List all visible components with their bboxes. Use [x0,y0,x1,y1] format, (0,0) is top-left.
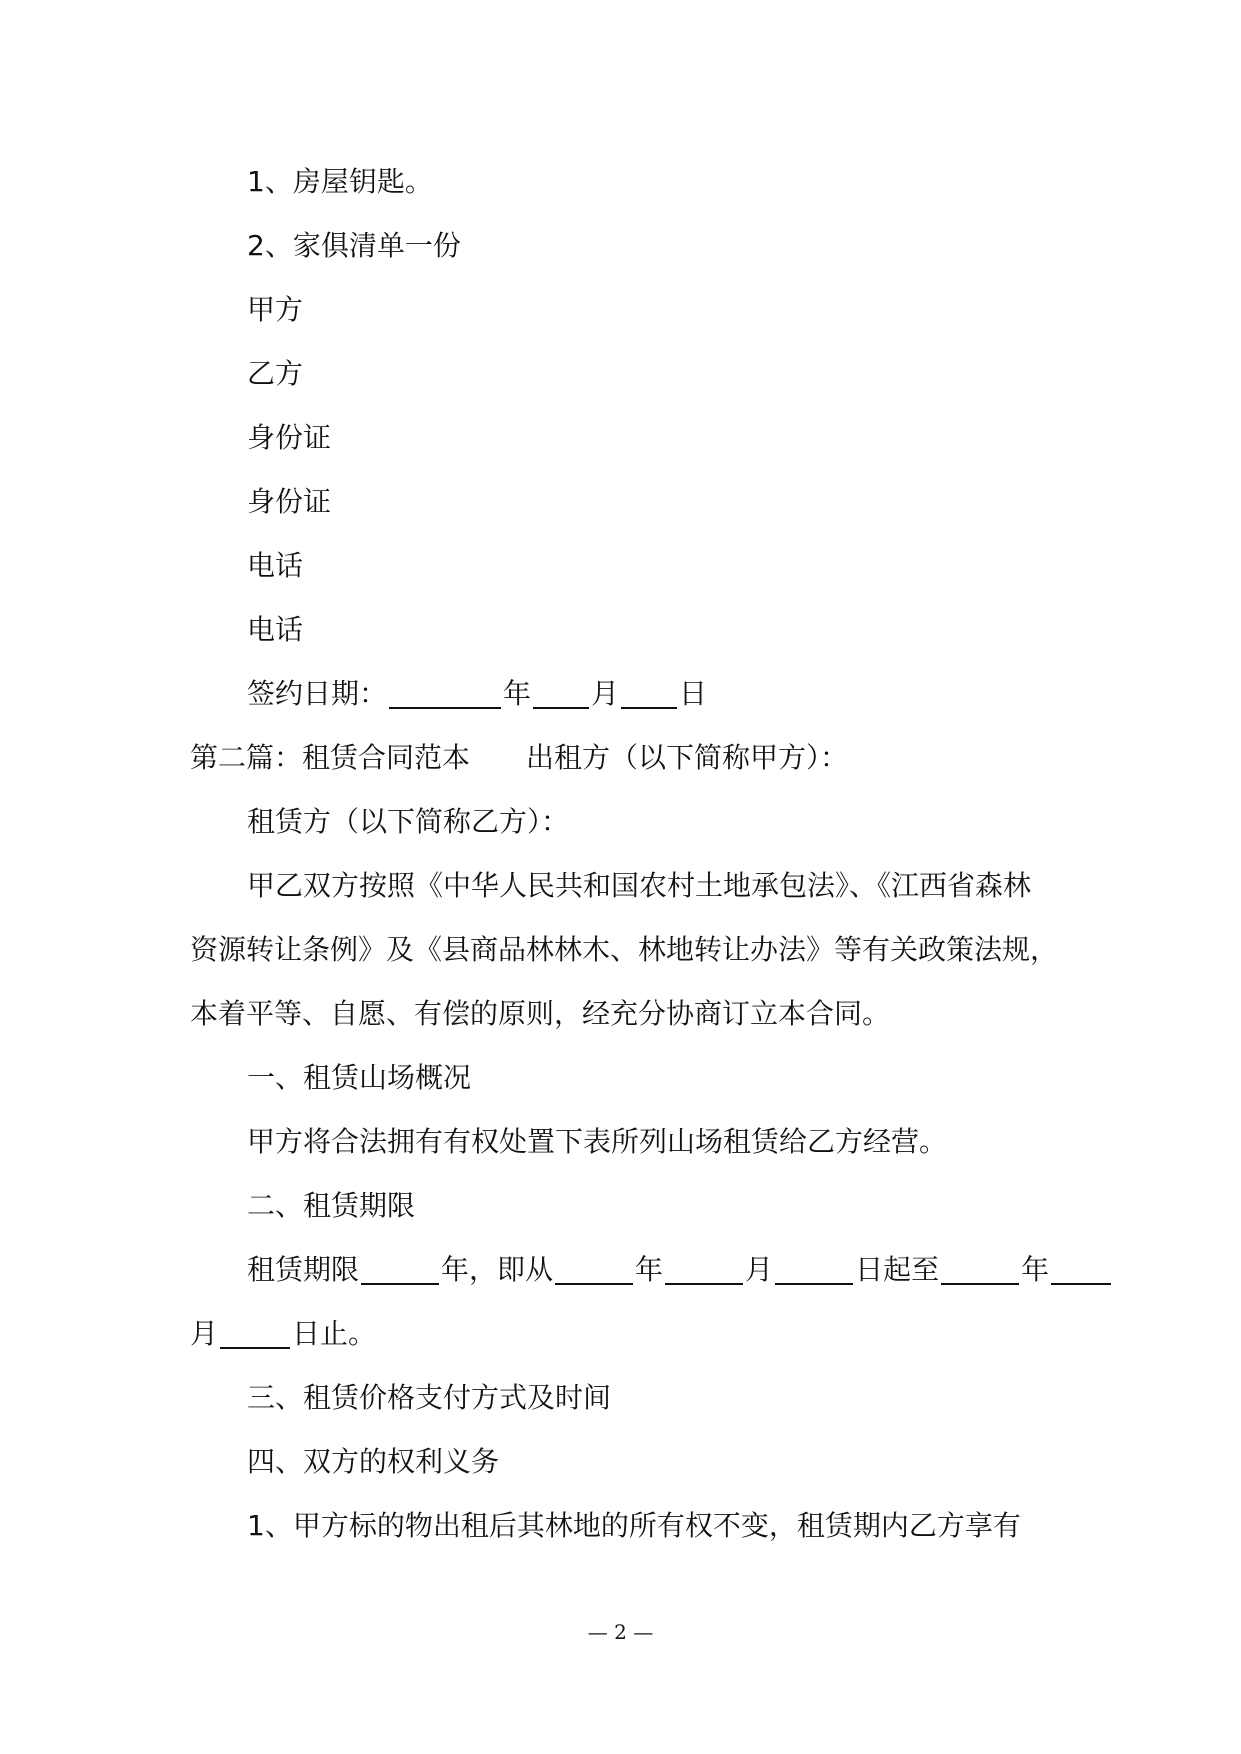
start-day-unit: 日起至 [855,1253,940,1286]
party-b-id-label: 身份证 [247,485,332,518]
start-month-blank [665,1255,743,1285]
party-a-id-label: 身份证 [247,421,332,454]
page-number: — 2 — [587,1620,654,1644]
lessor-label: 出租方（以下简称甲方）： [526,741,849,774]
start-year-blank [555,1255,633,1285]
handover-item-keys: 1、房屋钥匙。 [247,165,433,198]
end-year-unit: 年 [1021,1253,1050,1286]
signing-year-unit: 年 [503,677,532,710]
party-b-label: 乙方 [247,357,304,390]
section-one-body: 甲方将合法拥有有权处置下表所列山场租赁给乙方经营。 [247,1125,948,1158]
handover-item-furniture-list: 2、家俱清单一份 [247,229,461,262]
start-day-blank [775,1255,853,1285]
part-two-header-line [190,740,1090,776]
signing-day-blank [621,679,677,709]
party-a-phone-label: 电话 [247,549,304,582]
start-year-unit: 年 [635,1253,664,1286]
signing-date-label: 签约日期： [247,677,388,710]
section-two-title: 二、租赁期限 [247,1189,416,1222]
lease-term-line-1 [247,1252,1147,1288]
lease-term-years-blank [361,1255,439,1285]
end-day-unit: 日止。 [292,1317,377,1350]
start-month-unit: 月 [745,1253,774,1286]
lease-term-years-unit: 年，即从 [441,1253,554,1286]
section-three-title: 三、租赁价格支付方式及时间 [247,1381,612,1414]
party-a-label: 甲方 [247,293,304,326]
signing-year-blank [389,679,501,709]
lessee-label: 租赁方（以下简称乙方）： [247,805,570,838]
signing-month-blank [533,679,589,709]
intro-paragraph-line-2: 资源转让条例》及《县商品林林木、林地转让办法》等有关政策法规， [190,933,1059,966]
signing-month-unit: 月 [591,677,620,710]
section-four-item-1: 1、甲方标的物出租后其林地的所有权不变，租赁期内乙方享有 [247,1509,1021,1542]
signing-date-line [247,676,1147,712]
section-one-title: 一、租赁山场概况 [247,1061,472,1094]
lease-term-line-2 [190,1316,1090,1352]
end-year-blank [941,1255,1019,1285]
party-b-phone-label: 电话 [247,613,304,646]
end-month-blank-start [1051,1255,1111,1285]
lease-term-label: 租赁期限 [247,1253,360,1286]
part-two-title: 第二篇：租赁合同范本 [190,741,471,774]
end-day-blank [220,1319,290,1349]
intro-paragraph-line-3: 本着平等、自愿、有偿的原则，经充分协商订立本合同。 [190,997,891,1030]
section-four-title: 四、双方的权利义务 [247,1445,500,1478]
end-month-unit: 月 [190,1317,219,1350]
signing-day-unit: 日 [679,677,708,710]
intro-paragraph-line-1: 甲乙双方按照《中华人民共和国农村土地承包法》、《江西省森林 [247,869,1032,902]
